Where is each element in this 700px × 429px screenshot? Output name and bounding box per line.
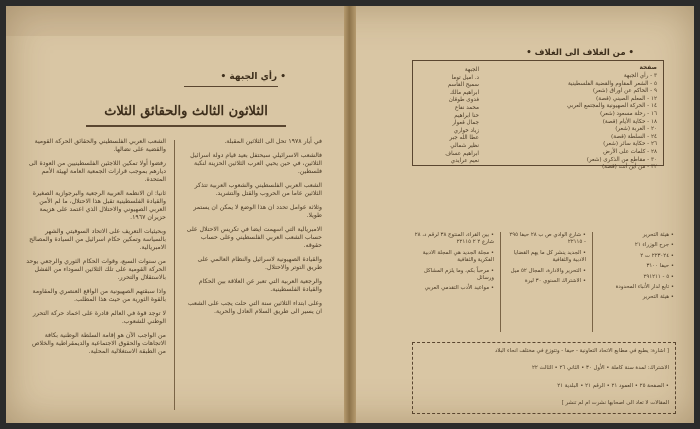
section-heading-editorial: • رأي الجبهة •: [220, 72, 286, 82]
info-line: • جرح الوزراء ٢١: [634, 242, 674, 249]
info-line: • التحرير والادارة، المجال ٥٢ ميل: [510, 267, 586, 274]
subscription-note-box: [412, 342, 676, 414]
info-line: • هيئة التحرير: [642, 232, 674, 238]
toc-author: زياد خواري: [453, 127, 479, 134]
info-line: • شارع الوادي ص ب ٢٨ حيفا ٢٩٥ - ٢٢١١٥: [509, 232, 586, 246]
subscription-line: • الصفحة ٢٥ • العمود ٢١ • الرقم ٢١ • البلدية ٢١: [557, 382, 669, 389]
paragraph: والقيادة الصهيونية لاسرائيل والنظام العالمي على طريق التوتر والاحتلال.: [197, 256, 322, 271]
info-column-2: [506, 232, 586, 288]
toc-author: فدوى طوقان: [448, 97, 479, 104]
paragraph: والرجعية العربية التي تعبر عن العلاقة بين الحكام والقيادة الفلسطينية.: [198, 278, 322, 293]
info-column-1: [414, 232, 494, 296]
toc-author: د. اميل توما: [451, 74, 479, 81]
paragraph: لا توجد قوة في العالم قادرة على اخماد حركة التحرر الوطني للشعوب.: [32, 310, 166, 325]
toc-author: جمال قعوار: [452, 120, 479, 127]
subscription-line: [ اشارة: يطبع في مطابع الاتحاد التعاونية - حيفا - وتتوزع في مختلف انحاء البلاد: [494, 348, 669, 354]
paragraph: الامبريالية التي اسهمت ايضا في تكريس الاحتلال على حساب الشعب العربي الفلسطيني وعلى حساب حقوقه.: [186, 226, 322, 249]
toc-column-heading: صفحة: [639, 65, 657, 71]
toc-author: ابراهيم عساف: [445, 150, 479, 157]
title-underline: [86, 125, 286, 127]
info-line: • بين القراء، المنتوج ٣٨ لرقم د، ٢٨ شارع ٢ ٢ ٢٢١١٥: [414, 232, 494, 246]
toc-entry: ١٨ - حكاية الأيام (قصة): [602, 118, 657, 125]
magazine-spread: [6, 6, 694, 423]
paragraph: من سنوات السبع، وقوات الحكام الثوري والرجعي يوحد الحركة القومية على تلك الثلاثين السوداء من الفشل بالاستقلال والتحرر.: [26, 258, 166, 281]
paragraph: وثلاثة عوامل تحدد ان هذا الوضع لا يمكن ان يستمر طويلا.: [193, 204, 322, 219]
column-divider: [174, 140, 175, 410]
right-page: [354, 6, 694, 423]
toc-author: حنا ابراهيم: [454, 112, 479, 119]
left-page: [6, 6, 346, 423]
table-of-contents-box: [412, 60, 664, 171]
info-line: • مرحباً بكم، وما يلزم المشاكل ورسائل: [423, 267, 494, 282]
toc-entry: ٣ - رأي الجبهة: [623, 73, 657, 79]
section-heading-contents: • من الغلاف الى الغلاف •: [526, 48, 634, 58]
paper-stain: [6, 6, 346, 36]
paragraph: وبحيثيات التعريف على الاتحاد السوفيتي والشهر بالسياسة وتمكين حكام اسرائيل من السيادة والمصالح الامبريالية.: [29, 228, 166, 251]
paragraph: الشعب العربي الفلسطيني والحقائق الحركة القومية والقضية على نضالها.: [34, 138, 166, 153]
paragraph: وعلى ابتداء الثلاثين سنة التي حلت يجب على الشعب ان يسير الى طريق السلام العادل والحرية.: [187, 300, 322, 315]
subscription-line: الاشتراك: لمدة سنة كاملة • الأول ٣٠ • الثاني ٢٦ • الثالث ٢٢: [531, 365, 669, 372]
article-title: الثلاثون الثالث والحقائق الثلاث: [104, 104, 268, 119]
toc-author: محمد نفاع: [455, 104, 479, 111]
info-line: • مواعيد الأدب التقدمي العربي: [424, 285, 494, 292]
paragraph: واذا سبقتهم الصهيونية من الواقع العنصري والمقاومة بالقوة الثورية من حيث هذا المطلب.: [32, 288, 166, 303]
info-column-3: [598, 232, 674, 305]
info-line: • ٢٢٣٠٢٤ ت ٢: [640, 252, 674, 259]
article-column-right: [182, 138, 322, 322]
info-line: • الاشتراك السنوي ٣٠ ليرة: [524, 278, 586, 285]
paragraph: فالشعب الاسرائيلي سيحتفل بعيد قيام دولة اسرائيل الثلاثين، في حين يحيي العرب الثلاثين الحزينة لنكبة فلسطين.: [190, 152, 322, 175]
heading-underline: [184, 86, 278, 87]
toc-entry: ٩ - الحاكم عن اوراق (شعر): [592, 88, 657, 95]
toc-author: سميح القاسم: [447, 82, 479, 89]
info-line: • ٥ - ٢٩١٢١١: [643, 273, 674, 280]
toc-authors: [419, 67, 479, 166]
toc-entry: ١٦ - رحلة مسعود (شعر): [599, 110, 657, 117]
toc-author: ابراهيم مالك: [449, 89, 479, 96]
info-line: • تابع لدار الأنباء المحدودة: [615, 284, 674, 291]
info-divider: [500, 232, 501, 332]
paragraph: من الواجب الآن هو إقامة السلطة الوطنية بكافة الاتجاهات والحقوق الاجتماعية والديمقراطية والخلاص من الطبقة الاستغلالية المحلية.: [32, 332, 166, 355]
toc-entry: ٢٦ - حكاية سائر (شعر): [603, 141, 657, 148]
toc-entry: ٢٨ - كلمات على الأرض: [603, 148, 657, 155]
paragraph: الشعب العربي الفلسطيني والشعوب العربية تتذكر الثلاثين عاما من الحروب والقتل والتشريد.: [194, 182, 322, 197]
paragraph: في أيار ١٩٧٨ تحل الى الثلاثين المقبلة.: [224, 138, 322, 145]
paragraph: رفضوا أولا تمكين اللاجئين الفلسطينيين من العودة الى ديارهم بموجب قرارات الجمعية العامة لهيئة الأمم المتحدة.: [28, 160, 166, 183]
toc-entry: ١٢ - المعلم الصيني (قصة): [596, 95, 657, 102]
info-line: • مجلة الجديد هي المجلة الادبية الفكرية والثقافية: [422, 249, 494, 264]
info-line: • هيئة التحرير: [642, 294, 674, 301]
paragraph: ثانيا: ان الانظمة العربية الرجعية والبرجوازية الصغيرة والقيادة الفلسطينية تقبل هذا الاحتلال، ما لم الأمن العربي الصهيوني والاحتلال الذي اعتمد على هزيمة حزيران ١٩٦٧.: [32, 190, 166, 221]
toc-entry: ٢٠ - الغربة (شعر): [615, 126, 657, 133]
toc-entry: ٣٢ - من أين أنت (قصة): [601, 164, 657, 171]
toc-author: عطا الله جبر: [449, 135, 479, 142]
toc-author: الجبهة: [464, 67, 479, 73]
toc-entry: ٥ - الشعر المقاوم والقضية الفلسطينية: [567, 80, 657, 87]
toc-entry: ١٤ - الحركة الصهيونية والمجتمع العربي: [566, 103, 657, 110]
toc-entry: ٢٤ - السلطة (قصة): [611, 133, 657, 140]
info-line: • الجديد ينشر كل ما يهم القضايا الادبية والثقافية: [513, 249, 586, 264]
info-divider: [592, 232, 593, 332]
toc-entry: ٣٠ - مقاطع من الذكرى (شعر): [586, 156, 657, 163]
toc-author: نعيم عرايدي: [450, 158, 479, 165]
subscription-line: المقالات لا تعاد الى اصحابها نشرت ام لم تنشر ]: [561, 400, 669, 407]
toc-author: نظير شمالي: [450, 142, 479, 149]
info-line: • حيفا ٣١٠٠: [646, 263, 674, 270]
article-column-left: [26, 138, 166, 362]
toc-entries: [513, 73, 657, 172]
